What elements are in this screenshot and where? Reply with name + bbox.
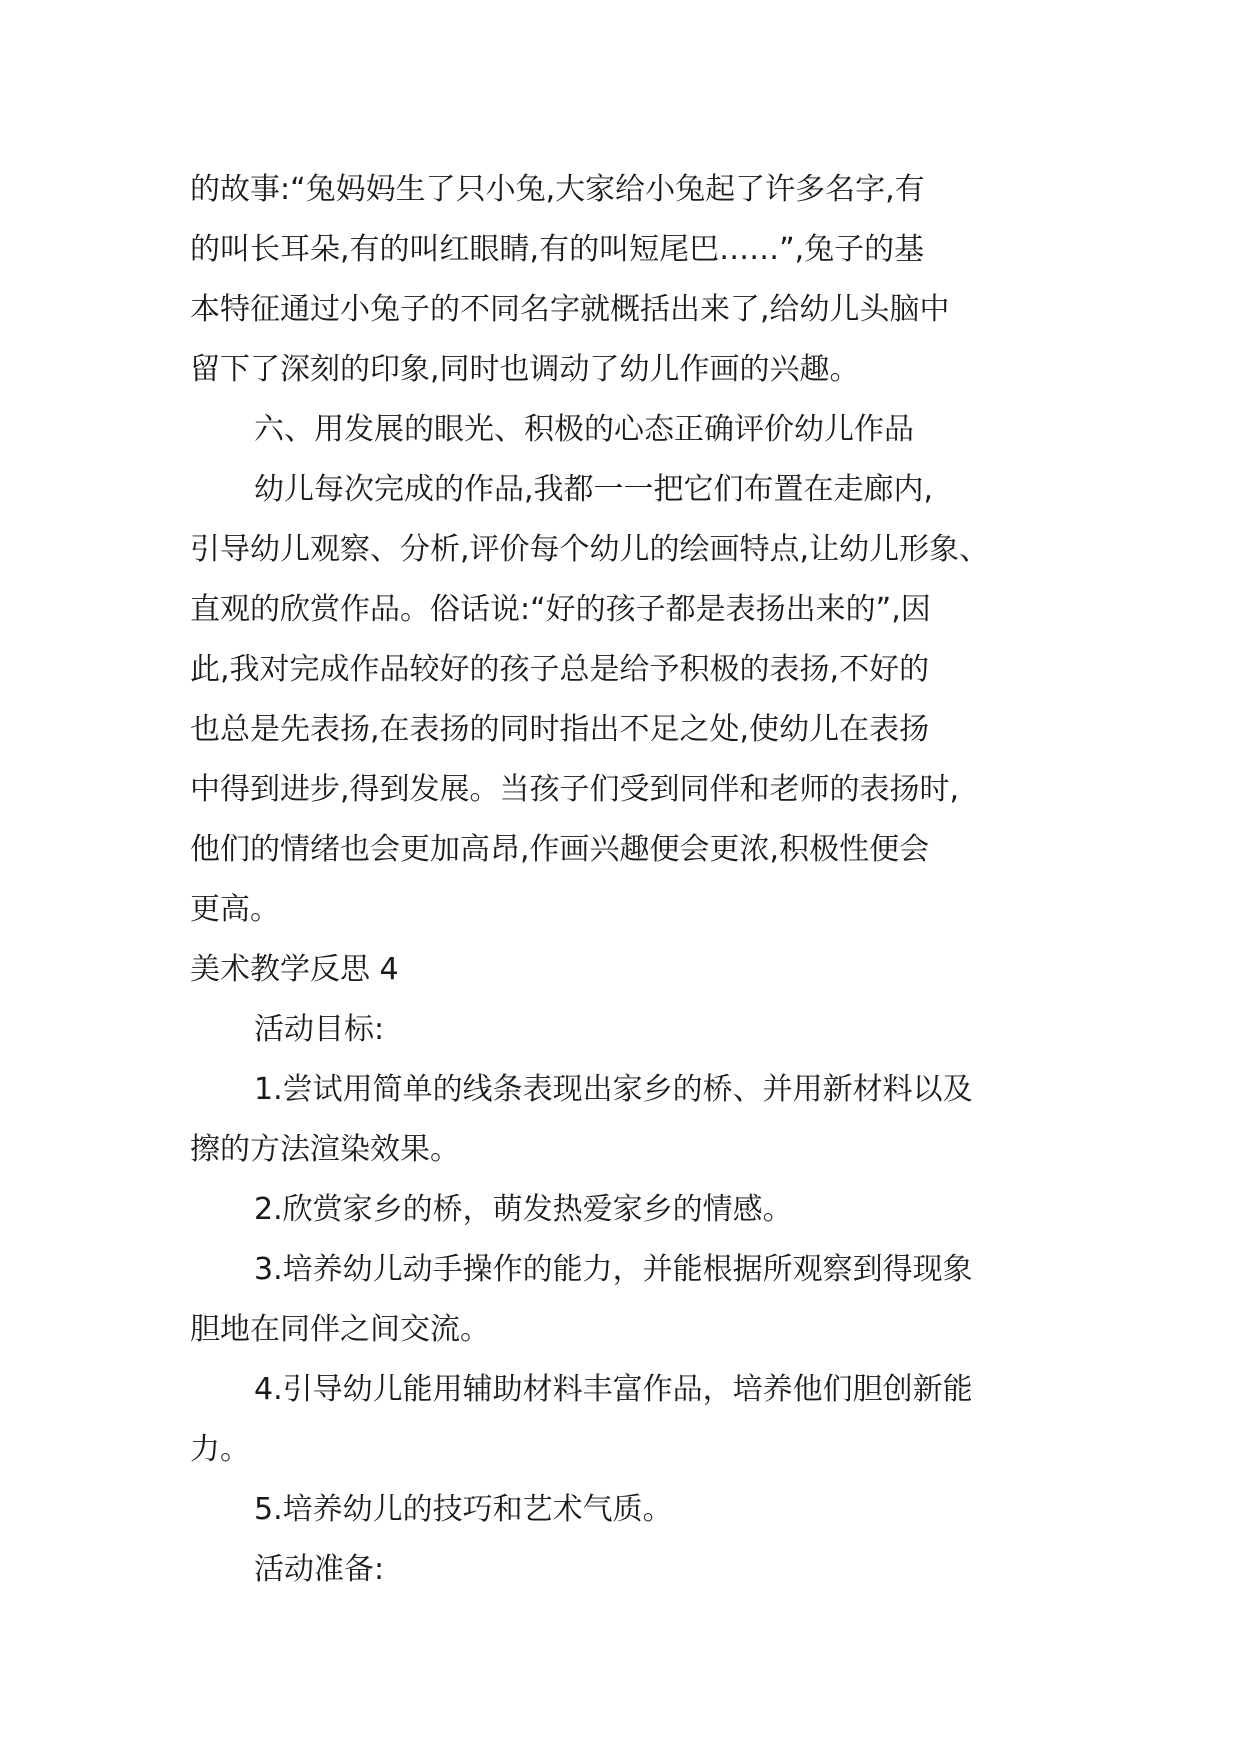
text-line: 直观的欣赏作品。俗话说:“好的孩子都是表扬出来的”,因 <box>190 592 931 627</box>
text-line: 更高。 <box>190 892 280 927</box>
text-line: 本特征通过小兔子的不同名字就概括出来了,给幼儿头脑中 <box>190 292 950 327</box>
text-line: 的故事:“兔妈妈生了只小兔,大家给小兔起了许多名字,有 <box>190 172 925 207</box>
document-body <box>190 160 1060 1600</box>
list-item-continuation: 力。 <box>190 1432 250 1467</box>
text-line: 中得到进步,得到发展。当孩子们受到同伴和老师的表扬时, <box>190 772 960 807</box>
text-line: 幼儿每次完成的作品,我都一一把它们布置在走廊内, <box>254 472 934 507</box>
subsection-heading: 活动准备: <box>254 1552 385 1587</box>
list-item-continuation: 胆地在同伴之间交流。 <box>190 1312 490 1347</box>
text-line: 留下了深刻的印象,同时也调动了幼儿作画的兴趣。 <box>190 352 860 387</box>
subsection-heading: 活动目标: <box>254 1012 385 1047</box>
list-item: 3.培养幼儿动手操作的能力，并能根据所观察到得现象 <box>254 1252 973 1287</box>
text-line: 的叫长耳朵,有的叫红眼睛,有的叫短尾巴……”,兔子的基 <box>190 232 925 267</box>
list-item: 2.欣赏家乡的桥，萌发热爱家乡的情感。 <box>254 1192 793 1227</box>
section-heading: 六、用发展的眼光、积极的心态正确评价幼儿作品 <box>254 412 914 447</box>
text-line: 也总是先表扬,在表扬的同时指出不足之处,使幼儿在表扬 <box>190 712 930 747</box>
text-line: 他们的情绪也会更加高昂,作画兴趣便会更浓,积极性便会 <box>190 832 930 867</box>
list-item-continuation: 擦的方法渲染效果。 <box>190 1132 460 1167</box>
article-title: 美术教学反思 4 <box>190 952 399 987</box>
list-item: 1.尝试用简单的线条表现出家乡的桥、并用新材料以及 <box>254 1072 973 1107</box>
list-item: 5.培养幼儿的技巧和艺术气质。 <box>254 1492 673 1527</box>
list-item: 4.引导幼儿能用辅助材料丰富作品，培养他们胆创新能 <box>254 1372 973 1407</box>
text-line: 引导幼儿观察、分析,评价每个幼儿的绘画特点,让幼儿形象、 <box>190 532 990 567</box>
text-line: 此,我对完成作品较好的孩子总是给予积极的表扬,不好的 <box>190 652 930 687</box>
